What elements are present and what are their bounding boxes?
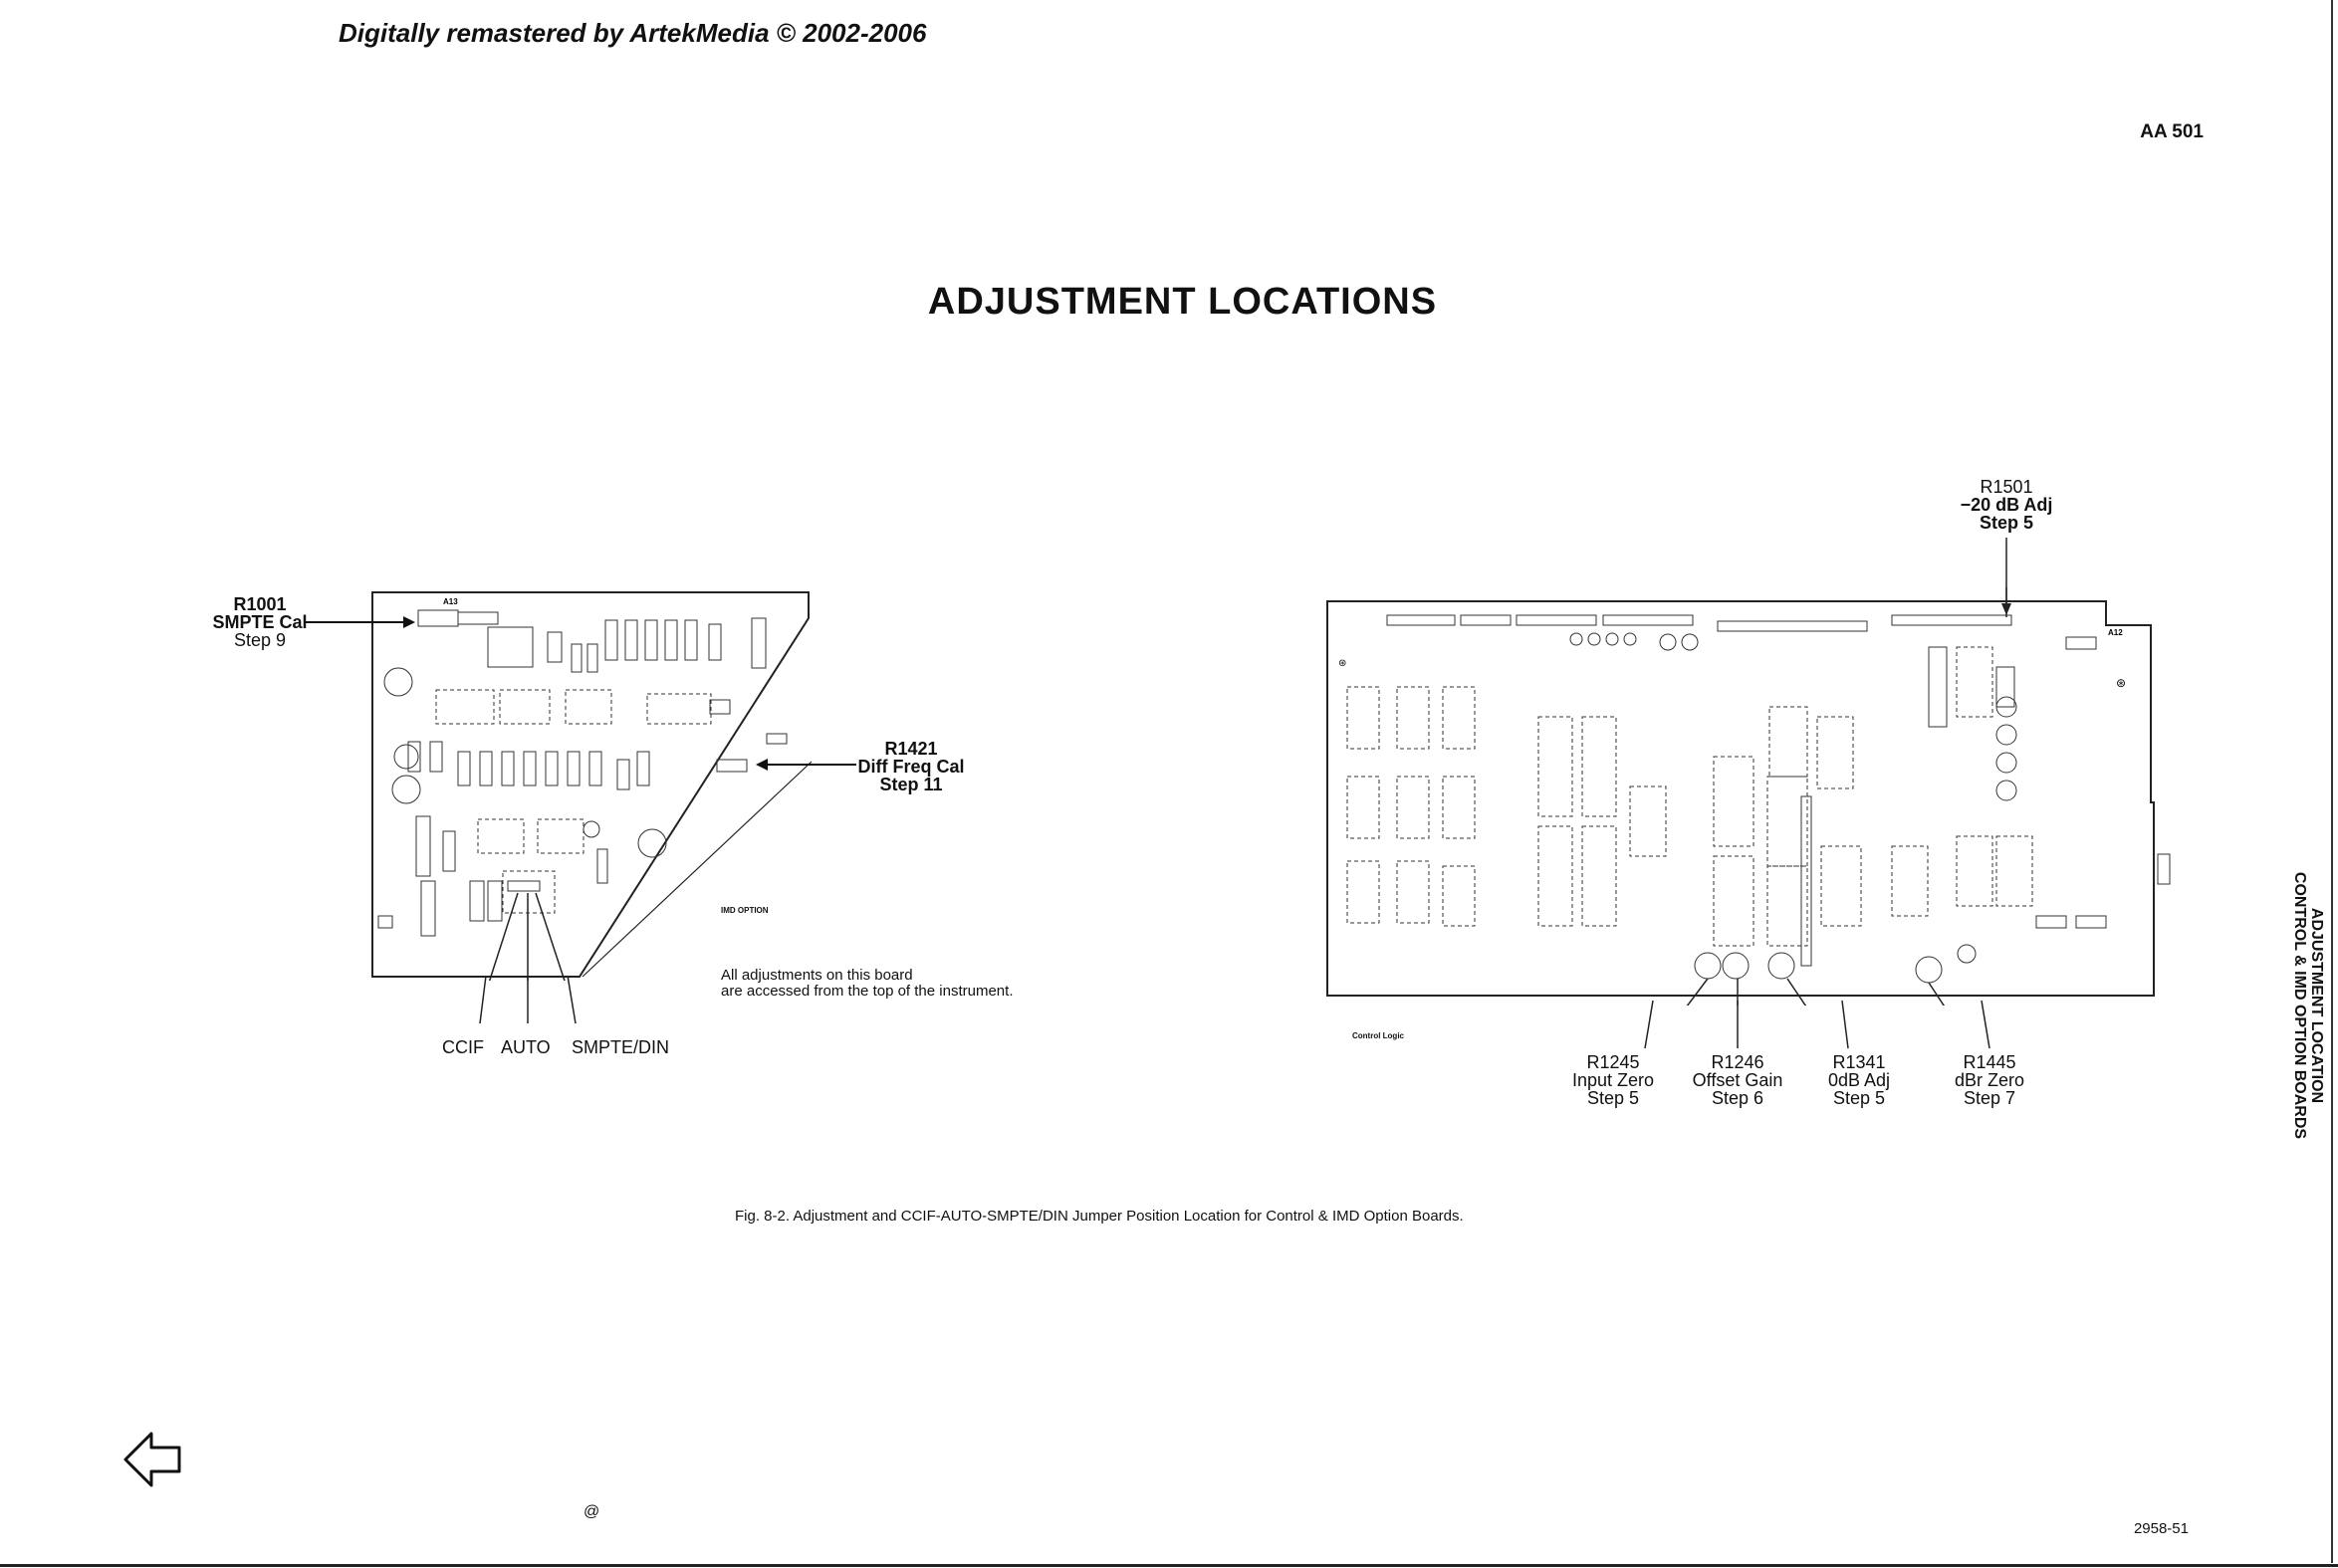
figure-caption: Fig. 8-2. Adjustment and CCIF-AUTO-SMPTE/DIN Jumper Position Location for Control & IMD Option Boards.: [735, 1208, 1464, 1225]
callout-r1245-name: Input Zero: [1571, 1070, 1655, 1090]
access-note: [721, 968, 1013, 1000]
imd-option-label: IMD OPTION: [721, 906, 769, 915]
callout-r1341: [1804, 1053, 1914, 1107]
callout-r1246-ref: R1246: [1711, 1052, 1764, 1072]
figure-number: 2958-51: [2133, 1520, 2189, 1537]
at-mark: @: [584, 1503, 600, 1520]
callout-r1341-step: Step 5: [1832, 1088, 1886, 1108]
callout-r1341-name: 0dB Adj: [1827, 1070, 1891, 1090]
control-board-label: A12: [2108, 628, 2123, 637]
callout-r1445-ref: R1445: [1963, 1052, 2016, 1072]
right-edge-rule: [2331, 0, 2333, 1563]
callout-r1421-step: Step 11: [879, 775, 943, 794]
callout-r1001-step: Step 9: [233, 630, 287, 650]
callout-r1001-name: SMPTE Cal: [212, 612, 308, 632]
jumper-auto-label: AUTO: [501, 1037, 551, 1057]
callout-r1245-ref: R1245: [1586, 1052, 1640, 1072]
callout-r1421-ref: R1421: [884, 739, 938, 759]
side-tab-line2: CONTROL & IMD OPTION BOARDS: [2291, 871, 2308, 1140]
callout-r1501-name: −20 dB Adj: [1960, 495, 2053, 515]
page-title: ADJUSTMENT LOCATIONS: [927, 281, 1438, 323]
jumper-leader-lines: [458, 976, 657, 1035]
callout-r1501-step: Step 5: [1979, 513, 2034, 533]
side-tab-line1: ADJUSTMENT LOCATION: [2308, 907, 2325, 1104]
control-logic-board-diagram: [1319, 587, 2176, 1006]
callout-r1341-ref: R1341: [1832, 1052, 1886, 1072]
callout-r1421-name: Diff Freq Cal: [857, 757, 965, 777]
jumper-ccif-label: CCIF: [442, 1037, 484, 1057]
imd-option-board-diagram: [358, 582, 836, 981]
mount-hole-icon: ⊛: [1338, 658, 1347, 669]
back-arrow-button[interactable]: [121, 1430, 185, 1494]
callout-r1445: [1935, 1053, 2044, 1107]
callout-r1246-step: Step 6: [1711, 1088, 1764, 1108]
callout-r1445-step: Step 7: [1963, 1088, 2016, 1108]
callout-r1245: [1558, 1053, 1668, 1107]
callout-r1001-ref: R1001: [233, 594, 287, 614]
mount-hole-icon: ⊛: [2116, 676, 2127, 690]
r1501-leader: [1996, 538, 2016, 617]
header-credit: Digitally remastered by ArtekMedia © 2002-2006: [339, 18, 927, 48]
model-number: AA 501: [2140, 121, 2204, 142]
callout-r1445-name: dBr Zero: [1954, 1070, 2025, 1090]
bottom-rule: [0, 1564, 2338, 1567]
r1001-arrow: [304, 612, 418, 632]
callout-r1501: [1942, 478, 2071, 532]
control-leader-lines: [1593, 1001, 2051, 1060]
callout-r1245-step: Step 5: [1586, 1088, 1640, 1108]
imd-board-label: A13: [443, 597, 458, 606]
r1421-arrow: [754, 755, 858, 775]
control-logic-caption: Control Logic: [1352, 1031, 1404, 1040]
callout-r1246-name: Offset Gain: [1692, 1070, 1783, 1090]
callout-r1001: [205, 595, 315, 649]
callout-r1501-ref: R1501: [1980, 477, 2033, 497]
callout-r1246: [1683, 1053, 1792, 1107]
access-note-line1: All adjustments on this board: [721, 967, 913, 984]
side-tab: [2286, 871, 2330, 1140]
access-note-line2: are accessed from the top of the instrument.: [721, 983, 1014, 1000]
jumper-smpte-din-label: SMPTE/DIN: [572, 1037, 670, 1057]
callout-r1421: [851, 740, 971, 793]
back-arrow-icon: [121, 1430, 185, 1489]
